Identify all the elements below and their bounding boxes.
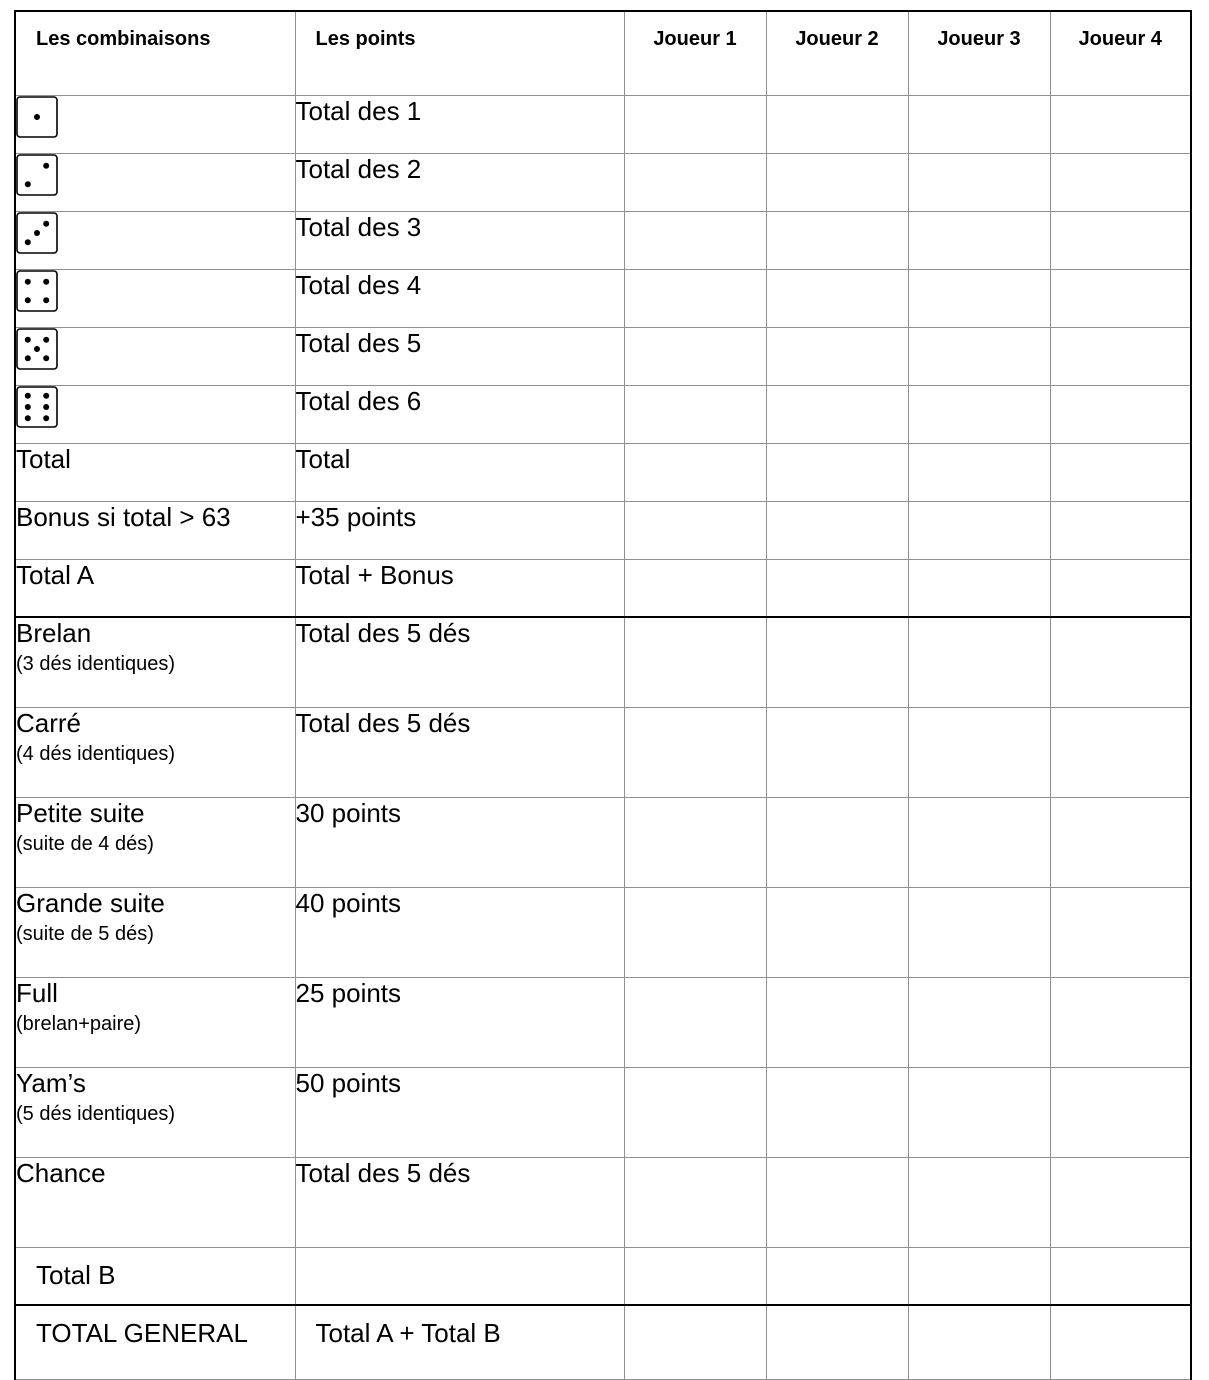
score-cell-lower-5-player-3[interactable] xyxy=(908,1067,1050,1157)
score-cell-lower-5-player-1[interactable] xyxy=(624,1067,766,1157)
score-cell-subtotal-player-1[interactable] xyxy=(624,443,766,501)
combination-note: (3 dés identiques) xyxy=(16,653,175,675)
die-pip xyxy=(25,278,31,284)
die-pip xyxy=(25,392,31,398)
table-row xyxy=(15,269,1191,327)
die-pip xyxy=(25,297,31,303)
score-cell-upper-1-player-4[interactable] xyxy=(1050,95,1191,153)
subtotal-label: Total xyxy=(15,443,295,501)
table-row xyxy=(15,1067,1191,1157)
score-cell-grand-total-player-1[interactable] xyxy=(624,1305,766,1379)
header-player-4: Joueur 4 xyxy=(1050,11,1191,95)
combination-note: (4 dés identiques) xyxy=(16,742,175,765)
score-cell-upper-6-player-2[interactable] xyxy=(766,385,908,443)
yams-score-sheet xyxy=(14,10,1192,1380)
score-cell-subtotal-player-3[interactable] xyxy=(908,443,1050,501)
combination-cell xyxy=(15,797,295,887)
header-player-3: Joueur 3 xyxy=(908,11,1050,95)
combination-name: Chance xyxy=(16,1157,106,1188)
score-cell-lower-6-player-3[interactable] xyxy=(908,1157,1050,1247)
bonus-points: +35 points xyxy=(295,501,624,559)
score-cell-lower-4-player-2[interactable] xyxy=(766,977,908,1067)
score-cell-bonus-player-2[interactable] xyxy=(766,501,908,559)
points-cell: 40 points xyxy=(295,887,624,977)
score-cell-upper-6-player-1[interactable] xyxy=(624,385,766,443)
score-cell-grand-total-player-2[interactable] xyxy=(766,1305,908,1379)
score-cell-upper-6-player-3[interactable] xyxy=(908,385,1050,443)
bonus-label: Bonus si total > 63 xyxy=(15,501,295,559)
header-player-1: Joueur 1 xyxy=(624,11,766,95)
score-cell-upper-4-player-1[interactable] xyxy=(624,269,766,327)
score-cell-grand-total-player-3[interactable] xyxy=(908,1305,1050,1379)
points-cell: Total des 5 dés xyxy=(295,617,624,707)
score-cell-lower-2-player-3[interactable] xyxy=(908,797,1050,887)
die-pip xyxy=(34,230,40,236)
combination-cell xyxy=(15,887,295,977)
score-cell-subtotal-player-4[interactable] xyxy=(1050,443,1191,501)
table-row xyxy=(15,707,1191,797)
score-cell-upper-2-player-4[interactable] xyxy=(1050,153,1191,211)
die-pip xyxy=(34,114,40,120)
die-pip xyxy=(43,404,49,410)
table-row-total-a xyxy=(15,559,1191,617)
die-pip xyxy=(43,355,49,361)
die-pip xyxy=(25,239,31,245)
combination-cell xyxy=(15,707,295,797)
subtotal-points: Total xyxy=(295,443,624,501)
table-row-grand-total xyxy=(15,1305,1191,1379)
score-cell-upper-5-player-3[interactable] xyxy=(908,327,1050,385)
score-cell-total-a-player-4[interactable] xyxy=(1050,559,1191,617)
die-face-6-icon xyxy=(16,386,58,428)
score-cell-upper-5-player-1[interactable] xyxy=(624,327,766,385)
points-cell: Total des 4 xyxy=(295,269,624,327)
header-points: Les points xyxy=(295,11,624,95)
score-cell-upper-1-player-1[interactable] xyxy=(624,95,766,153)
score-cell-upper-5-player-4[interactable] xyxy=(1050,327,1191,385)
score-cell-upper-3-player-2[interactable] xyxy=(766,211,908,269)
score-cell-upper-4-player-2[interactable] xyxy=(766,269,908,327)
die-face-2-icon xyxy=(16,154,58,196)
score-cell-upper-1-player-2[interactable] xyxy=(766,95,908,153)
score-cell-subtotal-player-2[interactable] xyxy=(766,443,908,501)
die-pip xyxy=(43,415,49,421)
combination-cell xyxy=(15,153,295,211)
die-pip xyxy=(43,336,49,342)
score-cell-lower-2-player-4[interactable] xyxy=(1050,797,1191,887)
score-cell-bonus-player-4[interactable] xyxy=(1050,501,1191,559)
points-cell: 50 points xyxy=(295,1067,624,1157)
score-cell-total-a-player-1[interactable] xyxy=(624,559,766,617)
score-cell-lower-6-player-2[interactable] xyxy=(766,1157,908,1247)
score-cell-upper-3-player-3[interactable] xyxy=(908,211,1050,269)
die-pip xyxy=(25,415,31,421)
score-cell-lower-4-player-1[interactable] xyxy=(624,977,766,1067)
combination-cell xyxy=(15,1067,295,1157)
points-cell: Total des 5 dés xyxy=(295,1157,624,1247)
die-pip xyxy=(43,297,49,303)
score-cell-lower-6-player-1[interactable] xyxy=(624,1157,766,1247)
score-cell-upper-2-player-1[interactable] xyxy=(624,153,766,211)
score-cell-total-b-player-2[interactable] xyxy=(766,1247,908,1305)
score-cell-lower-0-player-4[interactable] xyxy=(1050,617,1191,707)
table-row xyxy=(15,887,1191,977)
combination-note: (suite de 4 dés) xyxy=(16,832,154,855)
score-cell-lower-3-player-4[interactable] xyxy=(1050,887,1191,977)
score-cell-lower-0-player-1[interactable] xyxy=(624,617,766,707)
combination-name: Brelan xyxy=(16,618,92,648)
points-cell: Total des 5 dés xyxy=(295,707,624,797)
combination-name: Petite suite xyxy=(16,797,145,828)
score-cell-lower-3-player-3[interactable] xyxy=(908,887,1050,977)
die-pip xyxy=(34,346,40,352)
combination-cell xyxy=(15,977,295,1067)
combination-cell xyxy=(15,327,295,385)
total-b-label: Total B xyxy=(15,1247,295,1305)
header-row xyxy=(15,11,1191,95)
combination-name: Yam’s xyxy=(16,1067,86,1098)
table-row-total-b xyxy=(15,1247,1191,1305)
score-cell-bonus-player-1[interactable] xyxy=(624,501,766,559)
score-cell-total-b-player-3[interactable] xyxy=(908,1247,1050,1305)
die-pip xyxy=(43,162,49,168)
score-cell-lower-1-player-2[interactable] xyxy=(766,707,908,797)
score-cell-lower-4-player-3[interactable] xyxy=(908,977,1050,1067)
score-cell-lower-1-player-3[interactable] xyxy=(908,707,1050,797)
points-cell: 30 points xyxy=(295,797,624,887)
score-cell-lower-1-player-4[interactable] xyxy=(1050,707,1191,797)
combination-name: Carré xyxy=(16,707,82,738)
score-cell-upper-1-player-3[interactable] xyxy=(908,95,1050,153)
combination-cell xyxy=(15,385,295,443)
combination-cell xyxy=(15,1157,295,1247)
die-pip xyxy=(43,392,49,398)
score-cell-lower-0-player-3[interactable] xyxy=(908,617,1050,707)
die-pip xyxy=(43,220,49,226)
score-cell-lower-5-player-4[interactable] xyxy=(1050,1067,1191,1157)
score-cell-lower-4-player-4[interactable] xyxy=(1050,977,1191,1067)
score-cell-upper-3-player-4[interactable] xyxy=(1050,211,1191,269)
table-row-bonus xyxy=(15,501,1191,559)
die-pip xyxy=(25,181,31,187)
die-face-4-icon xyxy=(16,270,58,312)
combination-cell xyxy=(15,95,295,153)
total-a-points: Total + Bonus xyxy=(295,559,624,617)
score-cell-total-b-player-4[interactable] xyxy=(1050,1247,1191,1305)
combination-note: (suite de 5 dés) xyxy=(16,922,154,945)
table-row xyxy=(15,617,1191,707)
table-row xyxy=(15,977,1191,1067)
points-cell: Total des 3 xyxy=(295,211,624,269)
score-cell-upper-3-player-1[interactable] xyxy=(624,211,766,269)
total-a-label: Total A xyxy=(15,559,295,617)
score-cell-upper-2-player-3[interactable] xyxy=(908,153,1050,211)
score-cell-lower-1-player-1[interactable] xyxy=(624,707,766,797)
table-row-subtotal xyxy=(15,443,1191,501)
die-pip xyxy=(43,278,49,284)
header-combinations: Les combinaisons xyxy=(15,11,295,95)
points-cell: 25 points xyxy=(295,977,624,1067)
die-pip xyxy=(25,336,31,342)
combination-cell xyxy=(15,211,295,269)
combination-note: (5 dés identiques) xyxy=(16,1102,175,1125)
die-pip xyxy=(25,355,31,361)
score-cell-lower-3-player-2[interactable] xyxy=(766,887,908,977)
grand-total-points: Total A + Total B xyxy=(295,1305,624,1379)
score-cell-total-a-player-2[interactable] xyxy=(766,559,908,617)
score-cell-upper-4-player-4[interactable] xyxy=(1050,269,1191,327)
points-cell: Total des 6 xyxy=(295,385,624,443)
points-cell: Total des 2 xyxy=(295,153,624,211)
table-row xyxy=(15,1157,1191,1247)
score-cell-total-b-player-1[interactable] xyxy=(624,1247,766,1305)
die-pip xyxy=(25,404,31,410)
die-face-5-icon xyxy=(16,328,58,370)
score-cell-lower-5-player-2[interactable] xyxy=(766,1067,908,1157)
table-row xyxy=(15,797,1191,887)
table-row xyxy=(15,211,1191,269)
die-face-3-icon xyxy=(16,212,58,254)
table-row xyxy=(15,385,1191,443)
header-player-2: Joueur 2 xyxy=(766,11,908,95)
score-cell-lower-0-player-2[interactable] xyxy=(766,617,908,707)
score-cell-grand-total-player-4[interactable] xyxy=(1050,1305,1191,1379)
points-cell: Total des 1 xyxy=(295,95,624,153)
score-cell-upper-5-player-2[interactable] xyxy=(766,327,908,385)
score-cell-bonus-player-3[interactable] xyxy=(908,501,1050,559)
combination-cell xyxy=(15,617,295,707)
die-face-1-icon xyxy=(16,96,58,138)
score-cell-lower-6-player-4[interactable] xyxy=(1050,1157,1191,1247)
points-cell: Total des 5 xyxy=(295,327,624,385)
combination-cell xyxy=(15,269,295,327)
grand-total-label: TOTAL GENERAL xyxy=(15,1305,295,1379)
table-row xyxy=(15,95,1191,153)
combination-name: Full xyxy=(16,977,58,1008)
score-cell-lower-2-player-2[interactable] xyxy=(766,797,908,887)
combination-name: Grande suite xyxy=(16,887,165,918)
score-cell-total-a-player-3[interactable] xyxy=(908,559,1050,617)
total-b-points xyxy=(295,1247,624,1305)
score-cell-upper-4-player-3[interactable] xyxy=(908,269,1050,327)
table-row xyxy=(15,153,1191,211)
score-cell-upper-2-player-2[interactable] xyxy=(766,153,908,211)
score-cell-upper-6-player-4[interactable] xyxy=(1050,385,1191,443)
score-cell-lower-2-player-1[interactable] xyxy=(624,797,766,887)
score-cell-lower-3-player-1[interactable] xyxy=(624,887,766,977)
table-row xyxy=(15,327,1191,385)
combination-note: (brelan+paire) xyxy=(16,1012,142,1035)
